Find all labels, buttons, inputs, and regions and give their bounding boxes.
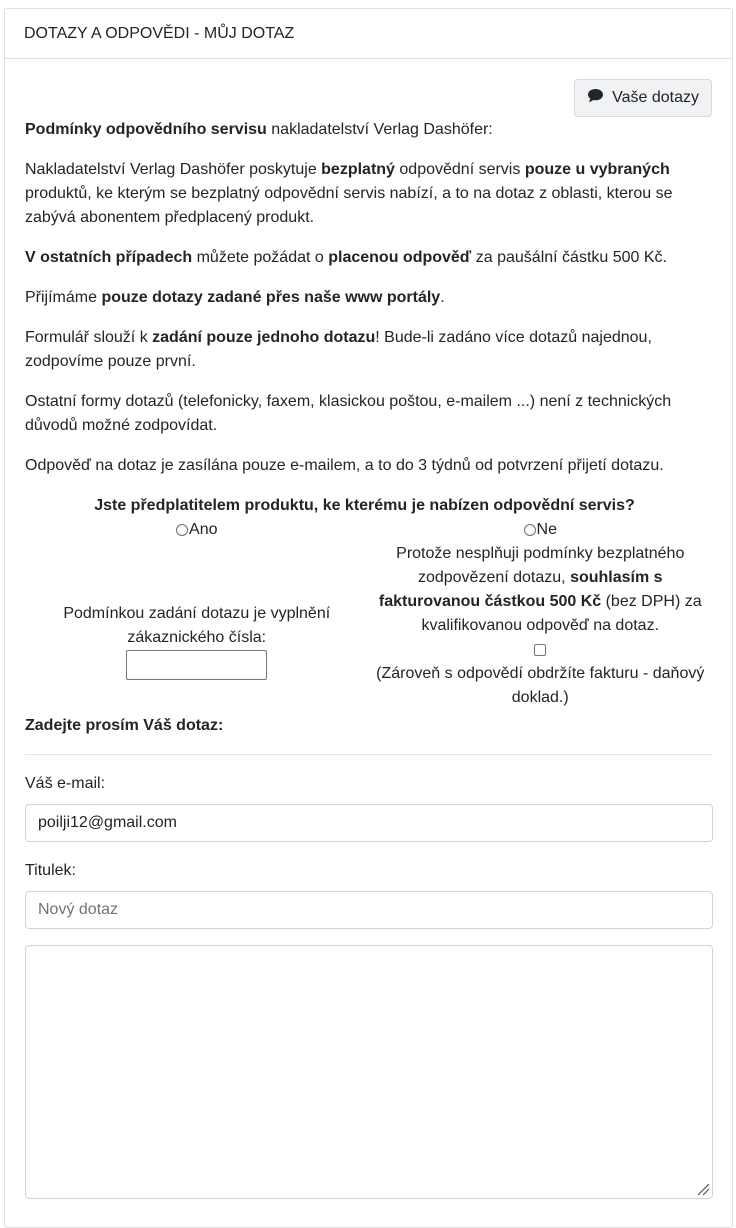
option-yes-column xyxy=(25,518,369,710)
terms-paragraph-single-question: Formulář slouží k zadání pouze jednoho dotazu! Bude-li zadáno více dotazů najednou, zodpovíme pouze první. xyxy=(25,329,652,370)
terms-paragraph-free-service: Nakladatelství Verlag Dashöfer poskytuje bezplatný odpovědní servis pouze u vybraných produktů, ke kterým se bezplatný odpovědní servis nabízí, a to na dotaz z oblasti, kterou se zabývá abonentem předplacený produkt. xyxy=(25,161,673,226)
resize-handle-icon[interactable] xyxy=(696,1182,710,1196)
customer-number-input[interactable] xyxy=(126,650,267,680)
paid-answer-consent-checkbox[interactable] xyxy=(534,644,546,656)
paid-answer-consent-text: Protože nesplňuji podmínky bezplatného zodpovězení dotazu, souhlasím s fakturovanou částkou 500 Kč (bez DPH) za kvalifikovanou odpověď na dotaz. xyxy=(378,545,702,634)
card-body xyxy=(5,59,732,1199)
terms-paragraph-other-forms: Ostatní formy dotazů (telefonicky, faxem, klasickou poštou, e-mailem ...) není z technických důvodů možné zodpovídat. xyxy=(25,393,672,434)
radio-no[interactable] xyxy=(524,524,536,536)
radio-no-label[interactable]: Ne xyxy=(536,521,557,538)
option-no-column xyxy=(369,518,713,710)
radio-yes[interactable] xyxy=(176,524,188,536)
title-input[interactable]: Nový dotaz xyxy=(25,891,713,929)
title-label: Titulek: xyxy=(25,862,76,879)
email-label: Váš e-mail: xyxy=(25,775,106,792)
terms-paragraph-portals: Přijímáme pouze dotazy zadané přes naše www portály. xyxy=(25,289,445,306)
page-title: DOTAZY A ODPOVĚDI - MŮJ DOTAZ xyxy=(24,24,295,42)
card-header xyxy=(5,9,732,59)
customer-number-condition: Podmínkou zadání dotazu je vyplnění zákaznického čísla: xyxy=(63,605,331,646)
speech-bubble-icon xyxy=(587,88,604,108)
subscriber-options xyxy=(25,518,712,710)
divider xyxy=(25,754,712,755)
my-questions-label: Vaše dotazy xyxy=(612,89,699,106)
question-card xyxy=(4,8,733,1228)
terms-paragraph-paid-answer: V ostatních případech můžete požádat o placenou odpověď za paušální částku 500 Kč. xyxy=(25,249,667,266)
terms-paragraph-delivery: Odpověď na dotaz je zasílána pouze e-mailem, a to do 3 týdnů od potvrzení přijetí dotazu. xyxy=(25,457,664,474)
question-body-textarea[interactable] xyxy=(25,945,713,1199)
radio-yes-label[interactable]: Ano xyxy=(189,521,218,538)
question-form-heading: Zadejte prosím Váš dotaz: xyxy=(25,717,224,734)
email-field[interactable]: poilji12@gmail.com xyxy=(25,804,713,842)
my-questions-button[interactable] xyxy=(574,79,712,117)
invoice-note: (Zároveň s odpovědí obdržíte fakturu - daňový doklad.) xyxy=(376,665,705,706)
terms-intro: Podmínky odpovědního servisu nakladatelství Verlag Dashöfer: xyxy=(25,121,493,138)
subscriber-question: Jste předplatitelem produktu, ke kterému je nabízen odpovědní servis? xyxy=(94,497,635,514)
